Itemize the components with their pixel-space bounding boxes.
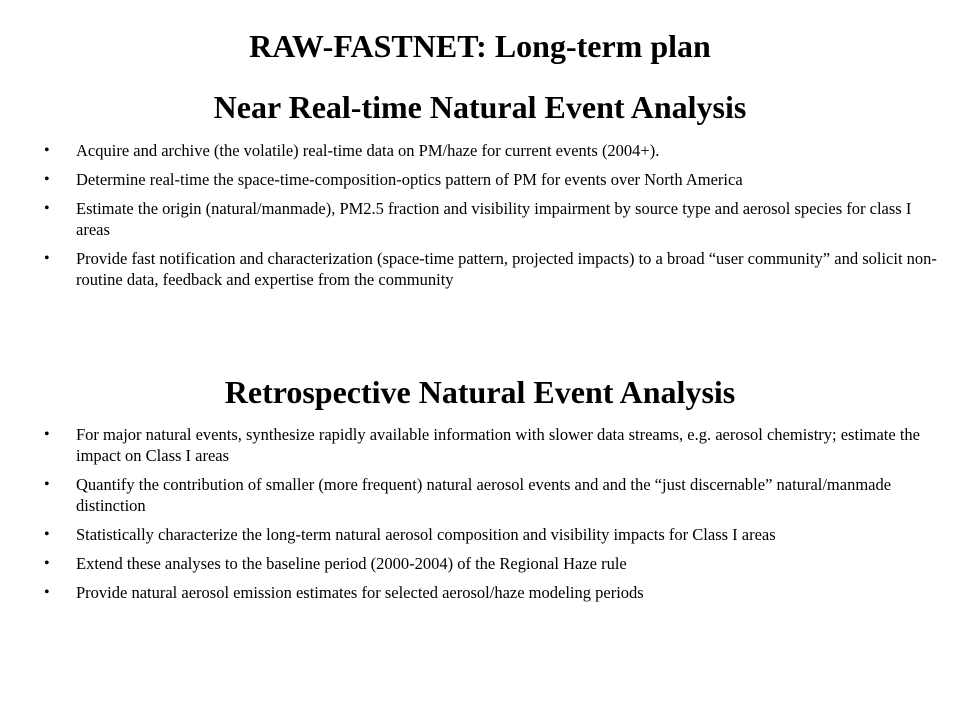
bullet-icon: •: [44, 555, 50, 572]
bullet-icon: •: [44, 200, 50, 217]
bullet-text: Acquire and archive (the volatile) real-time data on PM/haze for current events (2004+).: [76, 141, 660, 160]
bullet-icon: •: [44, 171, 50, 188]
bullet-item: [0, 140, 948, 161]
bullet-item: [0, 582, 948, 603]
bullet-text: For major natural events, synthesize rapidly available information with slower data streams, e.g. aerosol chemistry; estimate the impact on Class I areas: [76, 425, 920, 465]
bullet-item: [0, 553, 948, 574]
bullet-text: Statistically characterize the long-term natural aerosol composition and visibility impacts for Class I areas: [76, 525, 776, 544]
bullet-item: [0, 198, 948, 240]
bullet-item: [0, 169, 948, 190]
bullet-icon: •: [44, 426, 50, 443]
bullet-text: Determine real-time the space-time-composition-optics pattern of PM for events over North America: [76, 170, 743, 189]
bullet-icon: •: [44, 250, 50, 267]
bullet-icon: •: [44, 526, 50, 543]
bullet-text: Extend these analyses to the baseline period (2000-2004) of the Regional Haze rule: [76, 554, 627, 573]
bullet-text: Provide fast notification and characterization (space-time pattern, projected impacts) to a broad “user community” and solicit non-routine data, feedback and expertise from the community: [76, 249, 937, 289]
bullet-list-near-real-time: [0, 140, 948, 298]
bullet-list-retrospective: [0, 424, 948, 611]
bullet-icon: •: [44, 476, 50, 493]
bullet-text: Provide natural aerosol emission estimates for selected aerosol/haze modeling periods: [76, 583, 644, 602]
bullet-text: Estimate the origin (natural/manmade), PM2.5 fraction and visibility impairment by source type and aerosol species for class I areas: [76, 199, 912, 239]
bullet-item: [0, 424, 948, 466]
section-heading-retrospective: Retrospective Natural Event Analysis: [224, 374, 736, 410]
bullet-text: Quantify the contribution of smaller (more frequent) natural aerosol events and and the “just discernable” natural/manmade distinction: [76, 475, 892, 515]
bullet-item: [0, 474, 948, 516]
slide-title: RAW-FASTNET: Long-term plan: [249, 28, 711, 64]
bullet-icon: •: [44, 142, 50, 159]
bullet-item: [0, 248, 948, 290]
bullet-item: [0, 524, 948, 545]
section-heading-near-real-time: Near Real-time Natural Event Analysis: [213, 89, 747, 125]
bullet-icon: •: [44, 584, 50, 601]
